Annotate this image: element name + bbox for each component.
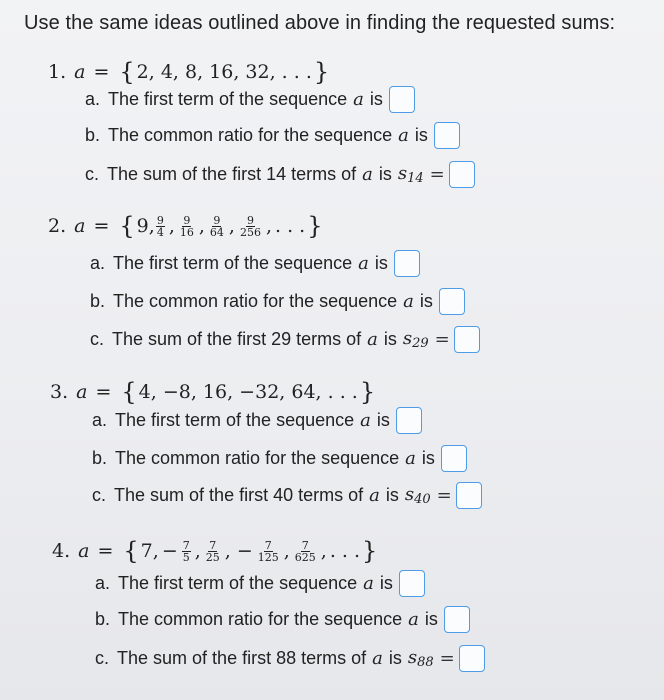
answer-box-3b[interactable] [441,445,467,472]
answer-box-1b[interactable] [434,122,460,149]
fraction-term: $\frac{7}{625}$ [294,538,316,564]
fraction-term: $\frac{9}{64}$ [209,213,224,239]
problem-3-sequence: 3. a = { 4, −8, 16, −32, 64, . . . } [50,378,376,406]
answer-box-3c[interactable] [456,482,482,509]
answer-box-1c[interactable] [449,161,475,188]
answer-box-3a[interactable] [396,407,422,434]
problem-1-part-b: b. The common ratio for the sequence a is [85,122,460,149]
fraction-term: $\frac{9}{4}$ [156,213,164,239]
problem-3-part-b: b. The common ratio for the sequence a is [92,445,467,472]
answer-box-2c[interactable] [454,326,480,353]
fraction-term: $\frac{7}{125}$ [257,538,279,564]
answer-box-4c[interactable] [459,645,485,672]
fraction-term: $\frac{7}{5}$ [182,538,190,564]
problem-2-part-b: b. The common ratio for the sequence a is [90,288,465,315]
fraction-term: $\frac{9}{16}$ [179,213,194,239]
answer-box-4b[interactable] [444,606,470,633]
problem-4-part-b: b. The common ratio for the sequence a is [95,606,470,633]
problem-2-sequence: 2. a = { 9, $\frac{9}{4}$ , $\frac{9}{16}$ , $\frac{9}{64}$ , $\frac{9}{256}$ , . . . } [48,212,323,240]
problem-number: 2. [48,215,67,237]
answer-box-2a[interactable] [394,250,420,277]
fraction-term: $\frac{7}{25}$ [205,538,220,564]
instructions: Use the same ideas outlined above in finding the requested sums: [24,12,616,34]
problem-number: 3. [50,381,69,403]
problem-2-part-c: c. The sum of the first 29 terms of a is $s_{29}$ = [90,326,480,353]
answer-box-4a[interactable] [399,570,425,597]
problem-3-part-a: a. The first term of the sequence a is [92,407,422,434]
problem-1-part-c: c. The sum of the first 14 terms of a is $s_{14}$ = [85,161,475,188]
problem-1-sequence: 1. a = { 2, 4, 8, 16, 32, . . . } [48,58,330,86]
problem-3-part-c: c. The sum of the first 40 terms of a is $s_{40}$ = [92,482,482,509]
sequence-terms: 2, 4, 8, 16, 32, . . . [136,61,312,83]
problem-1-part-a: a. The first term of the sequence a is [85,86,415,113]
problem-4-sequence: 4. a = { 7, − $\frac{7}{5}$ , $\frac{7}{25}$ , − $\frac{7}{125}$ , $\frac{7}{625}$ , . . . } [52,537,378,565]
answer-box-2b[interactable] [439,288,465,315]
problem-number: 1. [48,61,67,83]
fraction-term: $\frac{9}{256}$ [239,213,261,239]
problem-4-part-a: a. The first term of the sequence a is [95,570,425,597]
problem-4-part-c: c. The sum of the first 88 terms of a is $s_{88}$ = [95,645,485,672]
sequence-terms: 4, −8, 16, −32, 64, . . . [138,381,358,403]
problem-2-part-a: a. The first term of the sequence a is [90,250,420,277]
answer-box-1a[interactable] [389,86,415,113]
problem-number: 4. [52,540,71,562]
